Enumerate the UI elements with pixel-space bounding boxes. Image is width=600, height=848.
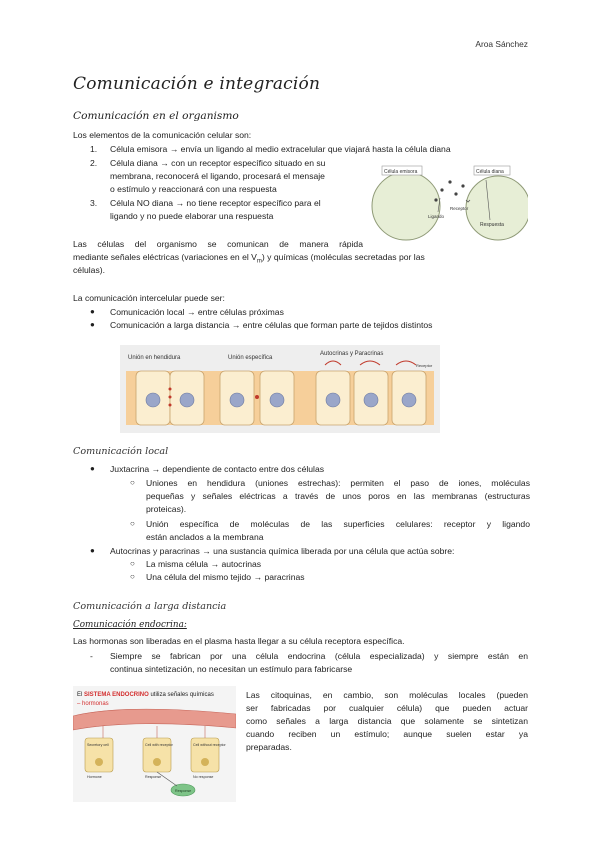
section-heading-local: Comunicación local	[73, 446, 169, 457]
sub-bullet-marker: ○	[130, 572, 135, 581]
figure-cell-junctions	[120, 345, 440, 433]
figure-label-respuesta: Respuesta	[480, 222, 504, 228]
sub-bullet-item-cont: proteicas).	[146, 504, 187, 514]
subheading-endocrina: Comunicación endocrina:	[73, 620, 187, 630]
list-item: Célula emisora → envía un ligando al medio extracelular que viajará hasta la célula diana	[110, 144, 451, 154]
svg-text:Cell with receptor: Cell with receptor	[145, 743, 173, 747]
list-item-cont: ligando y no puede elaborar una respuesta	[110, 211, 274, 221]
svg-text:Response: Response	[175, 789, 192, 793]
section-heading-larga: Comunicación a larga distancia	[73, 601, 227, 612]
bullet-marker: ●	[90, 320, 95, 329]
sub-bullet-item: La misma célula → autocrinas	[146, 559, 262, 569]
dash-marker: -	[90, 651, 93, 661]
dash-item: Siempre se fabrican por una célula endocrina (célula especializada) y siempre están en	[110, 651, 528, 661]
list-number: 1.	[90, 144, 98, 154]
bullet-item: Comunicación a larga distancia → entre células que forman parte de tejidos distintos	[110, 320, 433, 330]
paragraph: Las hormonas son liberadas en el plasma hasta llegar a su célula receptora específica.	[73, 636, 405, 646]
side-paragraph-line: cuando reciben un estímulo; aunque suelen estar ya	[246, 729, 528, 739]
dash-item-cont: continua sintetización, no necesitan un estímulo para fabricarse	[110, 664, 353, 674]
figure-label-receptor: Receptor	[416, 363, 433, 368]
sub-bullet-item-cont: pequeñas y señales eléctricas a través de unos poros en las membranas (estructuras	[146, 491, 530, 501]
sub-bullet-marker: ○	[130, 478, 135, 487]
sub-bullet-marker: ○	[130, 559, 135, 568]
list-item-cont: membrana, reconocerá el ligando, procesará el mensaje	[110, 171, 325, 181]
list-number: 2.	[90, 158, 98, 168]
figure-label-diana: Célula diana	[476, 169, 504, 175]
sub-bullet-marker: ○	[130, 519, 135, 528]
paragraph-line: células).	[73, 265, 105, 275]
svg-text:– hormonas: – hormonas	[77, 701, 109, 707]
figure-endocrine-system	[73, 686, 236, 802]
figure-label-emisora: Célula emisora	[384, 169, 418, 175]
paragraph: La comunicación intercelular puede ser:	[73, 293, 225, 303]
side-paragraph-line: como señales a larga distancia que solamente se sintetizan	[246, 716, 528, 726]
list-item: Célula NO diana → no tiene receptor específico para el	[110, 198, 321, 208]
bullet-item: Juxtacrina → dependiente de contacto entre dos células	[110, 464, 325, 474]
figure-label-ligando: Ligando	[428, 214, 445, 219]
svg-text:Cell without receptor: Cell without receptor	[193, 743, 226, 747]
bullet-marker: ●	[90, 464, 95, 473]
svg-text:No response: No response	[193, 775, 214, 779]
figure-label-receptor: Receptor	[450, 206, 469, 211]
author-name: Aroa Sánchez	[475, 39, 528, 49]
paragraph-line: mediante señales eléctricas (variaciones en el $V_m$) y químicas (moléculas secretadas por las	[73, 252, 425, 265]
figure-label-hendidura: Unión en hendidura	[128, 355, 181, 361]
svg-text:Response: Response	[145, 775, 162, 779]
list-item-cont: o estímulo y reaccionará con una respuesta	[110, 184, 277, 194]
bullet-item: Autocrinas y paracrinas → una sustancia química liberada por una célula que actúa sobre:	[110, 546, 455, 556]
figure-label-especifica: Unión específica	[228, 355, 273, 361]
side-paragraph-line: Las citoquinas, en cambio, son moléculas locales (pueden	[246, 690, 528, 700]
figure-label-autocrinas: Autocrinas y Paracrinas	[320, 351, 384, 357]
section-heading-organismo: Comunicación en el organismo	[73, 110, 239, 122]
paragraph-line: Las células del organismo se comunican de manera rápida	[73, 239, 363, 249]
svg-text:El SISTEMA ENDOCRINO: El SISTEMA ENDOCRINO utiliza señales químicas	[77, 692, 214, 698]
sub-bullet-item: Unión específica de moléculas de las superficies celulares: receptor y ligando	[146, 519, 530, 529]
side-paragraph-line: preparadas.	[246, 742, 292, 752]
figure-cell-signaling	[370, 160, 528, 244]
side-paragraph-line: ser fabricadas por cualquier célula) que pueden actuar	[246, 703, 528, 713]
list-item: Célula diana → con un receptor específico situado en su	[110, 158, 326, 168]
bullet-marker: ●	[90, 546, 95, 555]
page-title: Comunicación e integración	[73, 74, 321, 94]
list-number: 3.	[90, 198, 98, 208]
sub-bullet-item: Uniones en hendidura (uniones estrechas): permiten el paso de iones, moléculas	[146, 478, 530, 488]
sub-bullet-item-cont: están anclados a la membrana	[146, 532, 264, 542]
bullet-item: Comunicación local → entre células próximas	[110, 307, 284, 317]
bullet-marker: ●	[90, 307, 95, 316]
intro-text: Los elementos de la comunicación celular son:	[73, 130, 252, 140]
svg-text:Secretory cell: Secretory cell	[87, 743, 109, 747]
sub-bullet-item: Una célula del mismo tejido → paracrinas	[146, 572, 305, 582]
svg-text:Hormone: Hormone	[87, 775, 102, 779]
